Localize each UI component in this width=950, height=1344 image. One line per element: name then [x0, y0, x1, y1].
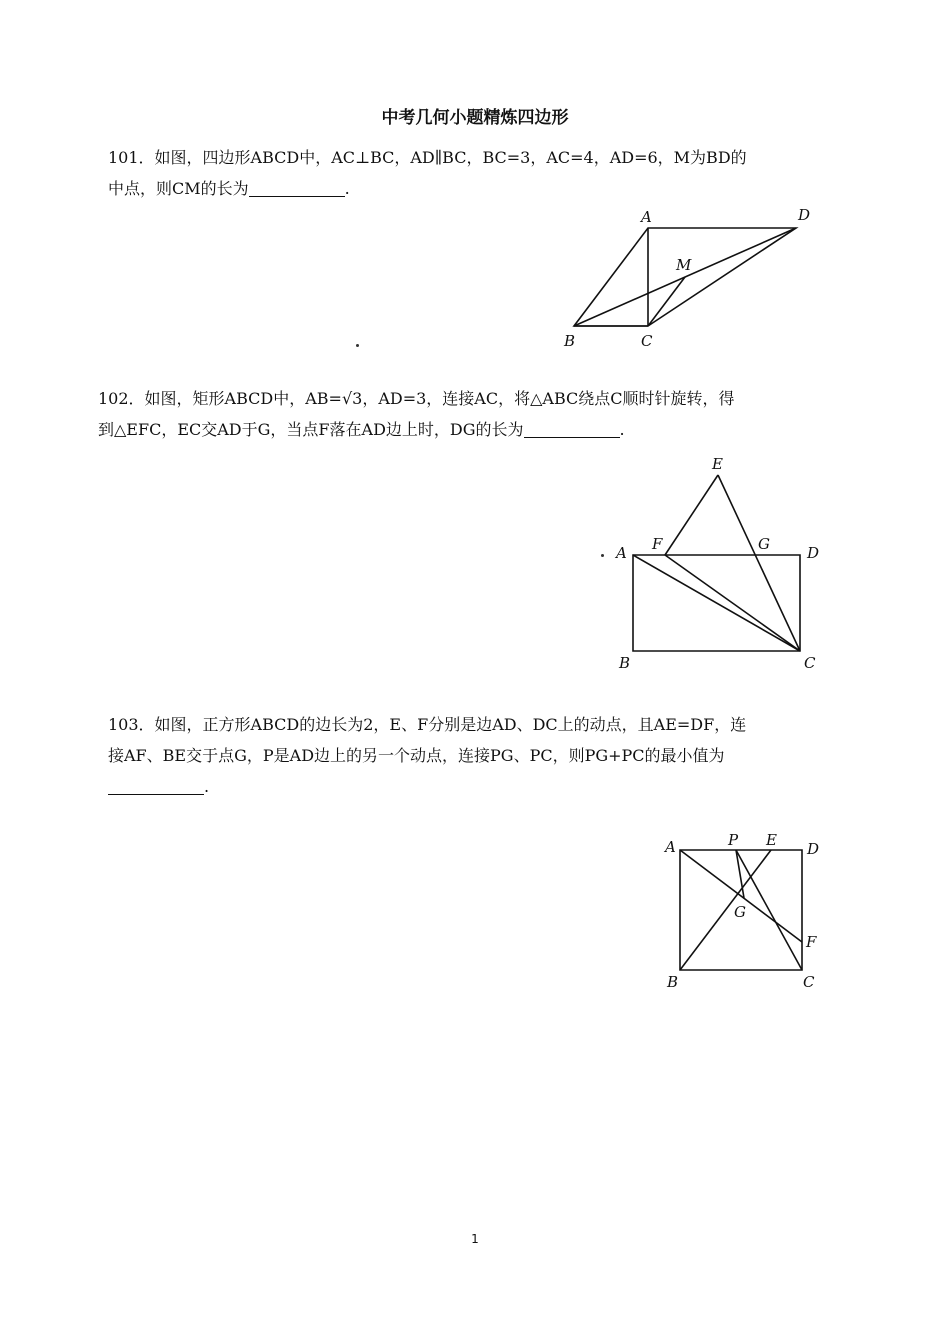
question-103-line1 [108, 709, 746, 740]
fig102-fc [665, 555, 800, 651]
scan-speck [356, 344, 359, 347]
fig103-label-d: D [807, 840, 820, 858]
question-102-text: 如图，矩形ABCD中，AB=√3，AD=3，连接AC，将△ABC绕点C顺时针旋转，得 [144, 389, 735, 408]
fig103-be [680, 850, 771, 970]
fig103-label-f: F [806, 933, 817, 951]
fig102-label-b: B [619, 654, 631, 672]
scan-speck [601, 554, 604, 557]
question-103-text2: 接AF、BE交于点G，P是AD边上的另一个动点，连接PG、PC，则PG+PC的最小值为 [108, 746, 725, 765]
fig103-label-b: B [667, 973, 679, 991]
question-102 [98, 383, 735, 445]
fig101-label-a: A [641, 208, 652, 226]
question-102-text2: 到△EFC，EC交AD于G，当点F落在AD边上时，DG的长为 [98, 420, 524, 439]
page-title: 中考几何小题精炼四边形 [381, 108, 569, 128]
answer-blank-102[interactable] [524, 419, 620, 438]
question-103-line3 [108, 771, 746, 802]
fig102-label-c: C [804, 654, 816, 672]
question-102-number: 102． [98, 389, 145, 408]
question-101 [108, 142, 747, 204]
answer-blank-101[interactable] [249, 178, 345, 197]
fig102-label-e: E [712, 455, 723, 473]
fig103-label-p: P [728, 831, 739, 849]
figure-102 [595, 455, 835, 675]
question-103 [108, 709, 746, 802]
fig103-label-g: G [734, 903, 746, 921]
fig101-label-c: C [641, 332, 653, 350]
question-103-number: 103． [108, 715, 155, 734]
fig101-label-m: M [676, 256, 692, 274]
question-101-number: 101． [108, 148, 155, 167]
answer-blank-103[interactable] [108, 776, 204, 795]
fig103-label-a: A [665, 838, 676, 856]
question-101-line1 [108, 142, 747, 173]
question-103-end: . [204, 777, 210, 796]
fig103-label-e: E [766, 831, 777, 849]
question-103-line2 [108, 740, 746, 771]
page-number: 1 [471, 1232, 479, 1246]
fig101-label-b: B [564, 332, 576, 350]
fig102-ec [718, 475, 800, 651]
question-102-end: . [619, 420, 625, 439]
fig102-label-g: G [758, 535, 770, 553]
fig102-label-f: F [652, 535, 663, 553]
question-101-text2: 中点，则CM的长为 [108, 179, 249, 198]
fig101-label-d: D [798, 206, 811, 224]
figure-103 [660, 830, 830, 1000]
question-101-text: 如图，四边形ABCD中，AC⊥BC，AD∥BC，BC=3，AC=4，AD=6，M为BD的 [154, 148, 747, 167]
question-101-end: . [344, 179, 350, 198]
fig103-label-c: C [803, 973, 815, 991]
fig102-ef [665, 475, 718, 555]
fig102-label-d: D [807, 544, 820, 562]
question-103-text: 如图，正方形ABCD的边长为2，E、F分别是边AD、DC上的动点，且AE=DF，连 [154, 715, 747, 734]
question-102-line1 [98, 383, 735, 414]
question-102-line2 [98, 414, 735, 445]
fig103-af [680, 850, 802, 942]
fig102-ac [633, 555, 800, 651]
fig102-label-a: A [616, 544, 627, 562]
figure-101 [540, 200, 830, 360]
